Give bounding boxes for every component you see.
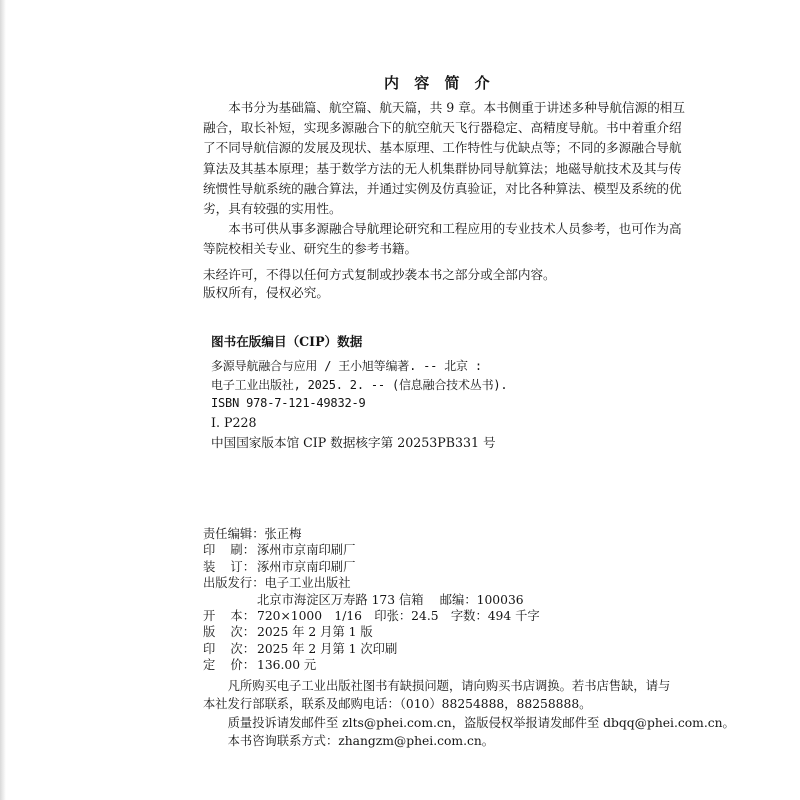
credit-row-printing: [203, 641, 540, 657]
publication-credits: [203, 526, 540, 674]
copyright-line: 未经许可，不得以任何方式复制或抄袭本书之部分或全部内容。: [203, 267, 556, 282]
credit-value: 电子工业出版社: [264, 576, 351, 591]
credit-row-binder: [203, 559, 540, 575]
notice-line: 凡所购买电子工业出版社图书有缺损问题，请向购买书店调换。若书店售缺，请与: [203, 679, 671, 693]
credit-label: 定 价：: [203, 658, 255, 673]
intro-line: 融合，取长补短，实现多源融合下的航空航天飞行器稳定、高精度导航。书中着重介绍: [203, 120, 682, 136]
credit-value: 张正梅: [264, 527, 302, 541]
credit-row-publisher: [203, 575, 540, 591]
credit-value: 涿州市京南印刷厂: [257, 543, 356, 558]
cip-title: 图书在版编目（CIP）数据: [211, 334, 363, 349]
cip-isbn: ISBN 978-7-121-49832-9: [211, 396, 366, 411]
cip-classification: Ⅰ. P228: [211, 414, 257, 430]
credit-row-edition: [203, 624, 540, 640]
purchase-notice: [203, 677, 735, 751]
section-heading: 内 容 简 介: [384, 74, 495, 92]
intro-line: 等院校相关专业、研究生的参考书籍。: [203, 241, 418, 257]
copyright-notice: [203, 266, 556, 302]
credit-row-editor: [203, 526, 540, 542]
credit-value: 720×1000 1/16 印张：24.5 字数：494 千字: [257, 608, 540, 623]
cip-line: 电子工业出版社, 2025. 2. -- (信息融合技术丛书).: [211, 377, 508, 392]
credit-value: 涿州市京南印刷厂: [257, 559, 356, 574]
credit-label: 出版发行：: [203, 576, 265, 591]
credit-row-address: [203, 592, 540, 608]
credit-label: 责任编辑：: [203, 527, 265, 541]
intro-paragraphs: [203, 98, 685, 260]
intro-line: 本书可供从事多源融合导航理论研究和工程应用的专业技术人员参考，也可作为高: [203, 221, 682, 237]
credit-row-printer: [203, 542, 540, 558]
credit-label: 开 本：: [203, 608, 255, 623]
cip-data-block: [211, 333, 507, 453]
credit-value: 北京市海淀区万寿路 173 信箱 邮编：100036: [257, 592, 524, 607]
credit-row-price: [203, 657, 540, 673]
credit-label: 印 刷：: [203, 543, 255, 558]
credit-label: 版 次：: [203, 625, 255, 640]
intro-line: 算法及其基本原理；基于数学方法的无人机集群协同导航算法；地磁导航技术及其与传: [203, 160, 682, 176]
copyright-line: 版权所有，侵权必究。: [203, 285, 329, 300]
credit-row-format: [203, 608, 540, 624]
credit-label: 装 订：: [203, 559, 255, 574]
credit-value: 2025 年 2 月第 1 版: [257, 625, 373, 640]
intro-line: 本书分为基础篇、航空篇、航天篇，共 9 章。本书侧重于讲述多种导航信源的相互: [203, 100, 685, 115]
intro-line: 统惯性导航系统的融合算法，并通过实例及仿真验证，对比各种算法、模型及系统的优: [203, 180, 682, 196]
notice-line: 质量投诉请发邮件至 zlts@phei.com.cn，盗版侵权举报请发邮件至 dbqq@phei.com.cn。: [203, 715, 735, 730]
intro-line: 劣，具有较强的实用性。: [203, 200, 342, 216]
notice-line: 本书咨询联系方式：zhangzm@phei.com.cn。: [203, 734, 495, 749]
credit-value: 2025 年 2 月第 1 次印刷: [257, 641, 398, 656]
intro-line: 了不同导航信源的发展及现状、基本原理、工作特性与优缺点等；不同的多源融合导航: [203, 140, 682, 156]
notice-line: 本社发行部联系，联系及邮购电话：（010）88254888，88258888。: [203, 697, 592, 712]
cip-record-number: 中国国家版本馆 CIP 数据核字第 20253PB331 号: [211, 434, 496, 450]
page-edge-shadow: [0, 0, 6, 800]
credit-label: 印 次：: [203, 641, 255, 656]
credit-value: 136.00 元: [257, 658, 317, 673]
cip-line: 多源导航融合与应用 / 王小旭等编著. -- 北京 :: [211, 359, 482, 373]
